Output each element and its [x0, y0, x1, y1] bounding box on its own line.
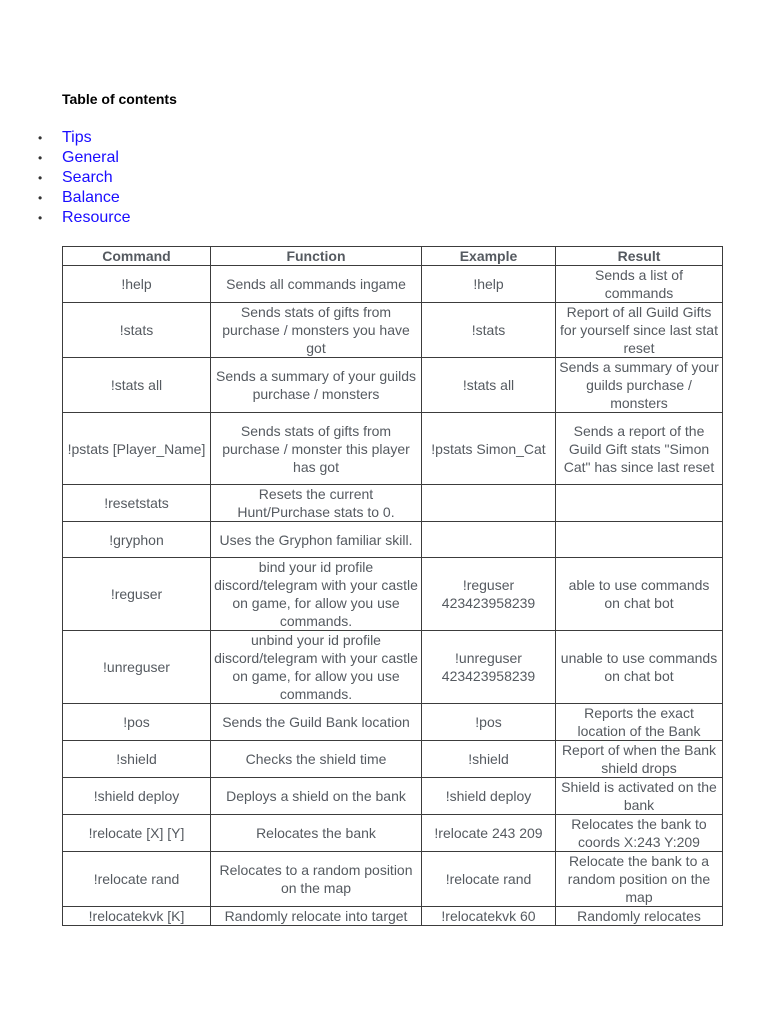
cell-example: !stats	[422, 303, 556, 358]
table-row	[63, 741, 723, 778]
cell-result: Report of when the Bank shield drops	[556, 741, 723, 778]
cell-example: !pstats Simon_Cat	[422, 413, 556, 485]
column-header-example: Example	[422, 247, 556, 266]
table-row	[63, 778, 723, 815]
cell-example	[422, 485, 556, 522]
cell-function: Sends a summary of your guilds purchase / monsters	[211, 358, 422, 413]
table-row	[63, 485, 723, 522]
cell-command: !relocate [X] [Y]	[63, 815, 211, 852]
bullet-icon: •	[38, 191, 43, 205]
cell-result: Report of all Guild Gifts for yourself since last stat reset	[556, 303, 723, 358]
bullet-icon: •	[38, 151, 43, 165]
toc-link-search[interactable]: Search	[62, 169, 113, 186]
cell-example: !pos	[422, 704, 556, 741]
cell-function: Relocates the bank	[211, 815, 422, 852]
column-header-function: Function	[211, 247, 422, 266]
table-row	[63, 852, 723, 907]
table-row	[63, 558, 723, 631]
table-row	[63, 413, 723, 485]
cell-function: Resets the current Hunt/Purchase stats to 0.	[211, 485, 422, 522]
cell-result: able to use commands on chat bot	[556, 558, 723, 631]
cell-function: Sends stats of gifts from purchase / monsters you have got	[211, 303, 422, 358]
cell-function: Deploys a shield on the bank	[211, 778, 422, 815]
cell-command: !pstats [Player_Name]	[63, 413, 211, 485]
toc-link-balance[interactable]: Balance	[62, 189, 120, 206]
cell-command: !shield deploy	[63, 778, 211, 815]
table-row	[63, 522, 723, 558]
toc-link-tips[interactable]: Tips	[62, 129, 92, 146]
cell-result: Sends a report of the Guild Gift stats "Simon Cat" has since last reset	[556, 413, 723, 485]
cell-command: !gryphon	[63, 522, 211, 558]
cell-example: !stats all	[422, 358, 556, 413]
bullet-icon: •	[38, 171, 43, 185]
cell-function: Sends the Guild Bank location	[211, 704, 422, 741]
cell-result: Relocate the bank to a random position on the map	[556, 852, 723, 907]
cell-command: !stats all	[63, 358, 211, 413]
cell-function: Checks the shield time	[211, 741, 422, 778]
cell-result	[556, 522, 723, 558]
cell-function: unbind your id profile discord/telegram with your castle on game, for allow you use commands.	[211, 631, 422, 704]
table-row	[63, 907, 723, 926]
cell-command: !unreguser	[63, 631, 211, 704]
cell-command: !help	[63, 266, 211, 303]
cell-command: !pos	[63, 704, 211, 741]
cell-function: Relocates to a random position on the map	[211, 852, 422, 907]
cell-result: Sends a summary of your guilds purchase / monsters	[556, 358, 723, 413]
cell-function: Sends all commands ingame	[211, 266, 422, 303]
cell-result: Relocates the bank to coords X:243 Y:209	[556, 815, 723, 852]
table-row	[63, 266, 723, 303]
cell-example: !unreguser 423423958239	[422, 631, 556, 704]
bullet-icon: •	[38, 211, 43, 225]
cell-function: Randomly relocate into target	[211, 907, 422, 926]
table-row	[63, 358, 723, 413]
bullet-icon: •	[38, 131, 43, 145]
column-header-command: Command	[63, 247, 211, 266]
toc-link-general[interactable]: General	[62, 149, 119, 166]
cell-result	[556, 485, 723, 522]
table-row	[63, 303, 723, 358]
cell-command: !resetstats	[63, 485, 211, 522]
cell-example: !shield	[422, 741, 556, 778]
table-row	[63, 704, 723, 741]
toc-link-resource[interactable]: Resource	[62, 209, 131, 226]
cell-command: !stats	[63, 303, 211, 358]
table-header-row	[63, 247, 723, 266]
cell-example: !relocate 243 209	[422, 815, 556, 852]
cell-function: Uses the Gryphon familiar skill.	[211, 522, 422, 558]
cell-example: !help	[422, 266, 556, 303]
cell-function: Sends stats of gifts from purchase / monster this player has got	[211, 413, 422, 485]
cell-command: !relocatekvk [K]	[63, 907, 211, 926]
cell-command: !shield	[63, 741, 211, 778]
cell-function: bind your id profile discord/telegram with your castle on game, for allow you use commands.	[211, 558, 422, 631]
cell-example	[422, 522, 556, 558]
table-row	[63, 815, 723, 852]
cell-result: Randomly relocates	[556, 907, 723, 926]
cell-command: !reguser	[63, 558, 211, 631]
table-row	[63, 631, 723, 704]
commands-table	[62, 246, 723, 926]
cell-example: !shield deploy	[422, 778, 556, 815]
cell-result: Sends a list of commands	[556, 266, 723, 303]
cell-example: !relocate rand	[422, 852, 556, 907]
cell-result: Reports the exact location of the Bank	[556, 704, 723, 741]
cell-command: !relocate rand	[63, 852, 211, 907]
cell-example: !reguser 423423958239	[422, 558, 556, 631]
toc-title: Table of contents	[62, 91, 177, 107]
cell-example: !relocatekvk 60	[422, 907, 556, 926]
cell-result: Shield is activated on the bank	[556, 778, 723, 815]
column-header-result: Result	[556, 247, 723, 266]
cell-result: unable to use commands on chat bot	[556, 631, 723, 704]
